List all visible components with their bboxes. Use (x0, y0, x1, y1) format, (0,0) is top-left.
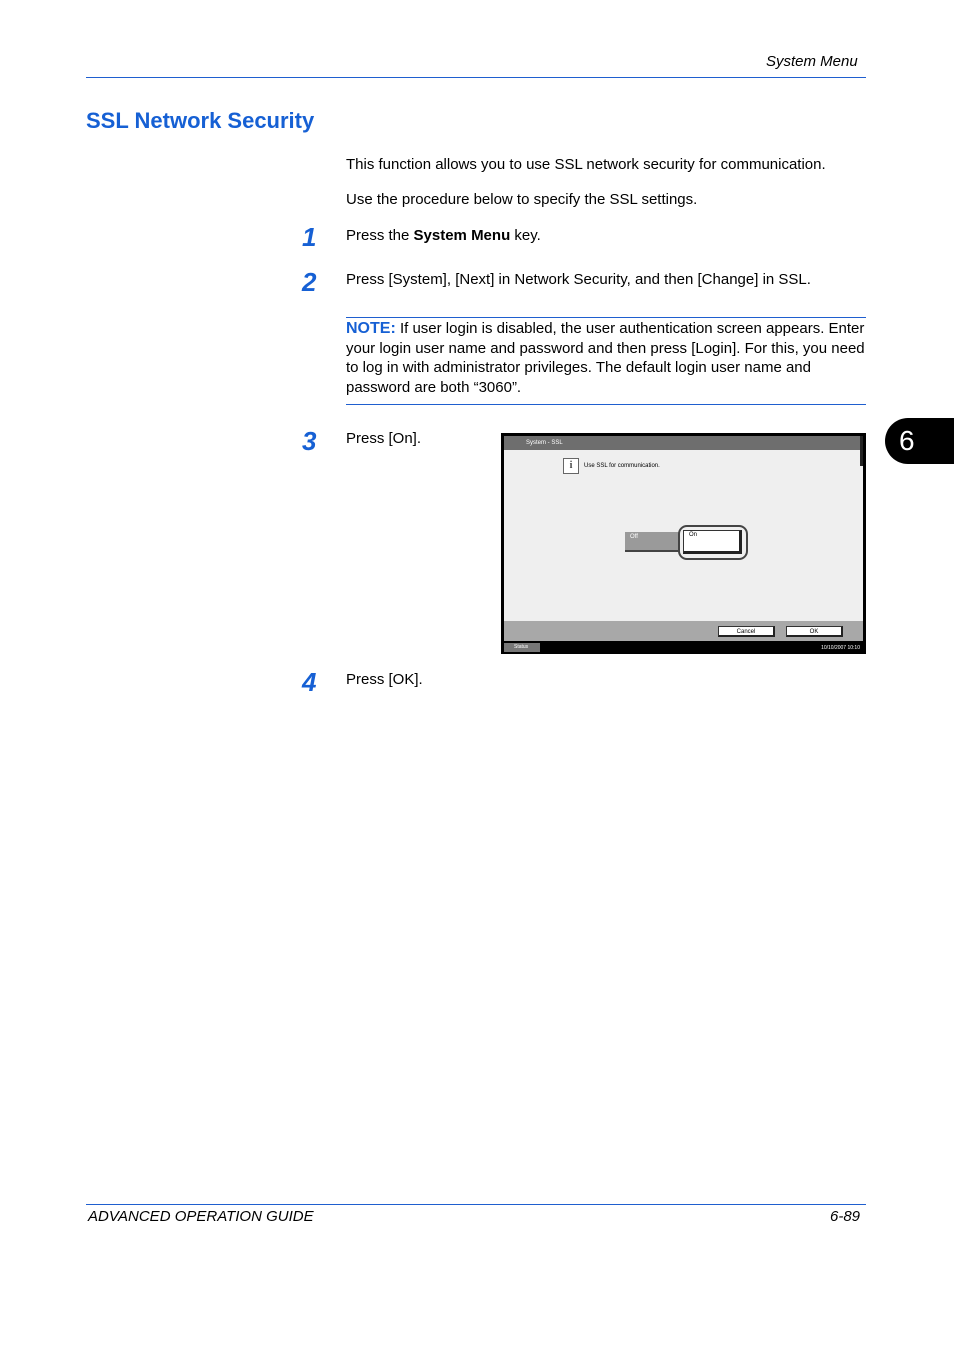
screen-bottom-bar (504, 621, 863, 641)
footer-rule (86, 1204, 866, 1205)
off-button[interactable]: Off (625, 532, 680, 552)
page-title: SSL Network Security (86, 108, 315, 133)
intro-paragraph-1: This function allows you to use SSL network security for communication. (346, 156, 826, 173)
note-label: NOTE: (346, 320, 396, 337)
step-number-4: 4 (302, 667, 317, 697)
header-rule (86, 77, 866, 78)
info-icon: i (563, 458, 579, 474)
screen-right-edge (860, 436, 863, 466)
note-block (346, 319, 866, 397)
step-number-1: 1 (302, 222, 317, 252)
step-number-2: 2 (302, 267, 317, 297)
ok-button[interactable]: OK (786, 626, 843, 637)
note-bottom-rule (346, 404, 866, 405)
step-1-pre: Press the (346, 227, 414, 244)
screen-title-bar: System - SSL (504, 436, 863, 450)
screen-message: Use SSL for communication. (584, 463, 660, 469)
footer-page-number: 6-89 (830, 1208, 861, 1225)
note-text: If user login is disabled, the user authentication screen appears. Enter your login user name and password and then press [Login]. For this, you need to log in with administrator privileges. The default login user name and password are both “3060”. (346, 320, 865, 396)
step-1-text (346, 226, 541, 245)
step-4-text: Press [OK]. (346, 671, 423, 688)
cancel-button[interactable]: Cancel (718, 626, 775, 637)
step-1-post: key. (510, 227, 541, 244)
on-button-highlight (678, 525, 748, 560)
screen-body (504, 436, 863, 641)
footer-guide-title: ADVANCED OPERATION GUIDE (88, 1208, 314, 1225)
intro-paragraph-2: Use the procedure below to specify the SSL settings. (346, 191, 698, 208)
step-3-text: Press [On]. (346, 430, 422, 447)
screen-datetime: 10/10/2007 10:10 (821, 645, 860, 651)
running-header: System Menu (766, 53, 858, 70)
chapter-tab: 6 (885, 418, 954, 464)
on-button[interactable]: On (683, 530, 742, 554)
status-button[interactable]: Status (504, 643, 540, 652)
step-1-key-name: System Menu (413, 227, 511, 244)
step-number-3: 3 (302, 426, 317, 456)
ssl-screen-screenshot (501, 433, 866, 654)
note-top-rule (346, 317, 866, 318)
step-2-text: Press [System], [Next] in Network Security, and then [Change] in SSL. (346, 271, 811, 288)
